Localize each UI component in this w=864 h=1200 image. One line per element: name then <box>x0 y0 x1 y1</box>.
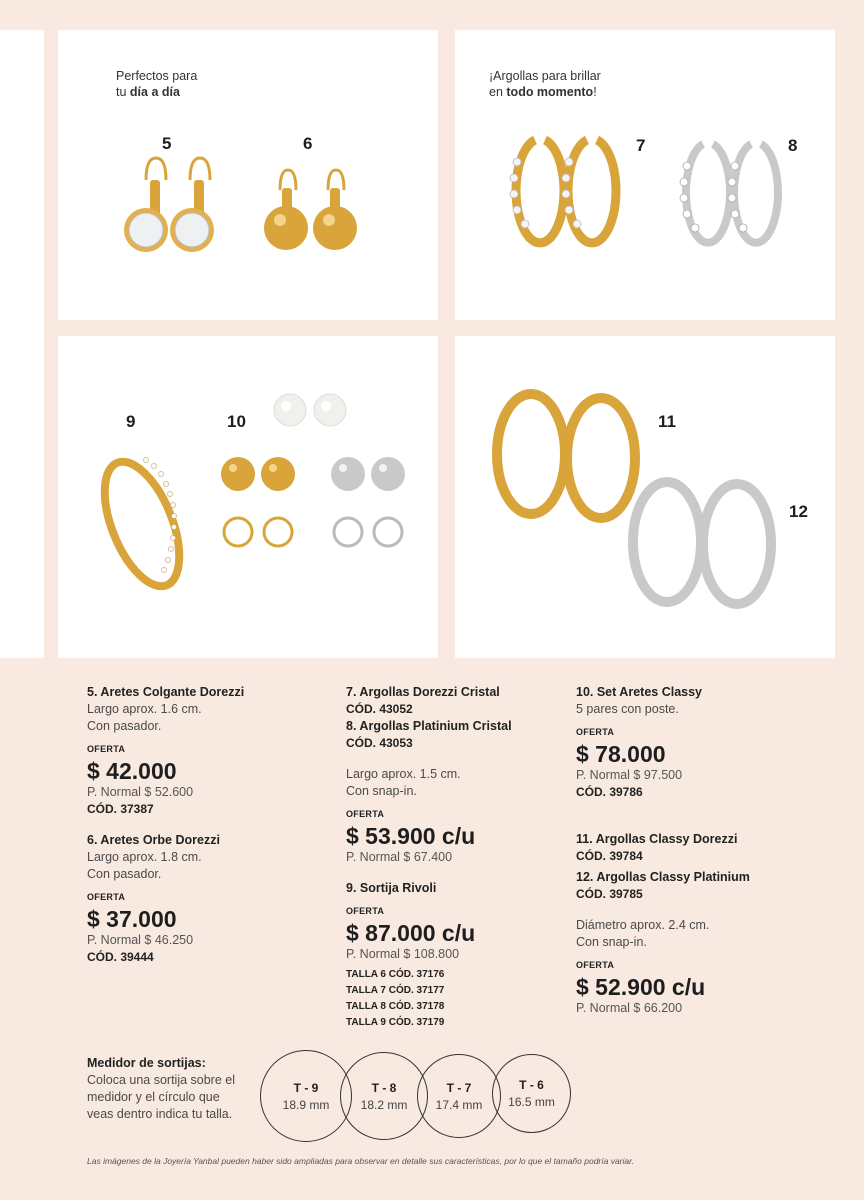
product-code-5: CÓD. 37387 <box>87 802 154 816</box>
ring-size-circle-t7 <box>417 1054 501 1138</box>
product-code-11: CÓD. 39784 <box>576 849 643 863</box>
crystal-drop-earrings-image <box>118 140 228 260</box>
offer-price-9: $ 87.000 c/u <box>346 920 476 946</box>
adjacent-page-strip <box>0 30 44 658</box>
tagline-line-2: en <box>489 85 507 99</box>
product-name-7: 7. Argollas Dorezzi Cristal <box>346 685 500 699</box>
normal-price-10: P. Normal $ 97.500 <box>576 768 683 782</box>
product-name-6: 6. Aretes Orbe Dorezzi <box>87 833 220 847</box>
product-desc-5-length: Largo aprox. 1.6 cm. <box>87 702 202 716</box>
ring-size-label: T - 7 <box>446 1080 472 1095</box>
tagline <box>116 68 197 100</box>
normal-price-6: P. Normal $ 46.250 <box>87 933 194 947</box>
product-code-8: CÓD. 43053 <box>346 736 413 750</box>
tagline-emphasis: día a día <box>129 85 180 99</box>
ring-size-label: T - 6 <box>519 1078 544 1092</box>
product-number-5: 5 <box>162 134 172 153</box>
normal-price-7-8: P. Normal $ 67.400 <box>346 850 453 864</box>
ring-size-code: TALLA 7 CÓD. 37177 <box>346 985 445 996</box>
gold-crystal-hoops-image <box>495 122 625 252</box>
product-name-5: 5. Aretes Colgante Dorezzi <box>87 685 245 699</box>
tagline-line-2: tu <box>116 85 130 99</box>
product-number-6: 6 <box>303 134 313 153</box>
product-number-9: 9 <box>126 412 136 431</box>
product-number-11: 11 <box>658 412 676 431</box>
product-desc-5-closure: Con pasador. <box>87 719 162 733</box>
offer-price-7-8: $ 53.900 c/u <box>346 823 476 849</box>
offer-label: OFERTA <box>346 809 385 819</box>
ring-size-mm: 18.2 mm <box>360 1097 408 1112</box>
offer-label: OFERTA <box>87 744 126 754</box>
tagline-emphasis: todo momento <box>506 85 594 99</box>
ring-size-code: TALLA 6 CÓD. 37176 <box>346 969 445 980</box>
product-number-10: 10 <box>227 412 246 431</box>
ring-size-label: T - 9 <box>293 1080 319 1095</box>
product-number-7: 7 <box>636 136 646 155</box>
disclaimer-footnote: Las imágenes de la Joyería Yanbal pueden haber sido ampliadas para observar en detalle sus características, por lo que el tamaño podría variar. <box>87 1156 635 1166</box>
product-name-10: 10. Set Aretes Classy <box>576 685 703 699</box>
ring-size-label: T - 8 <box>371 1080 397 1095</box>
offer-price-6: $ 37.000 <box>87 906 177 932</box>
product-name-12: 12. Argollas Classy Platinium <box>576 870 750 884</box>
product-name-9: 9. Sortija Rivoli <box>346 881 437 895</box>
panel-earrings-5-6 <box>58 30 438 320</box>
product-name-8: 8. Argollas Platinium Cristal <box>346 719 512 733</box>
ring-size-code: TALLA 8 CÓD. 37178 <box>346 1001 445 1012</box>
tagline <box>489 68 601 100</box>
product-name-11: 11. Argollas Classy Dorezzi <box>576 832 738 846</box>
ring-size-code: TALLA 9 CÓD. 37179 <box>346 1017 445 1028</box>
silver-crystal-hoops-image <box>667 130 787 260</box>
gold-ball-earrings-image <box>258 150 368 260</box>
product-info-column-1 <box>87 684 327 966</box>
tagline-line-1: ¡Argollas para brillar <box>489 69 601 83</box>
tagline-end: ! <box>593 85 597 99</box>
product-code-6: CÓD. 39444 <box>87 950 154 964</box>
normal-price-9: P. Normal $ 108.800 <box>346 947 460 961</box>
offer-price-11-12: $ 52.900 c/u <box>576 974 706 1000</box>
ring-measurer-instructions: Coloca una sortija sobre el medidor y el círculo que veas dentro indica tu talla. <box>87 1073 235 1121</box>
product-desc-11-12-closure: Con snap-in. <box>576 935 647 949</box>
silver-classy-hoops-image <box>627 470 787 610</box>
ring-size-circle-t6 <box>492 1054 571 1133</box>
product-desc-10: 5 pares con poste. <box>576 702 679 716</box>
product-number-8: 8 <box>788 136 798 155</box>
ring-size-mm: 17.4 mm <box>435 1097 483 1112</box>
product-desc-7-8-closure: Con snap-in. <box>346 784 417 798</box>
product-info-column-3 <box>576 684 816 1017</box>
product-desc-6-length: Largo aprox. 1.8 cm. <box>87 850 202 864</box>
product-code-10: CÓD. 39786 <box>576 785 643 799</box>
ring-size-circle-t8 <box>340 1052 428 1140</box>
offer-price-5: $ 42.000 <box>87 758 177 784</box>
panel-ring-9-set-10 <box>58 336 438 658</box>
classy-earring-set-image <box>208 388 428 558</box>
offer-label: OFERTA <box>576 960 615 970</box>
ring-size-mm: 18.9 mm <box>282 1097 330 1112</box>
rivoli-ring-image <box>94 452 194 602</box>
panel-hoops-7-8 <box>455 30 835 320</box>
normal-price-5: P. Normal $ 52.600 <box>87 785 194 799</box>
ring-size-circle-t9 <box>260 1050 352 1142</box>
normal-price-11-12: P. Normal $ 66.200 <box>576 1001 683 1015</box>
product-desc-6-closure: Con pasador. <box>87 867 162 881</box>
tagline-line-1: Perfectos para <box>116 69 198 83</box>
product-number-12: 12 <box>789 502 808 521</box>
offer-label: OFERTA <box>576 727 615 737</box>
offer-price-10: $ 78.000 <box>576 741 666 767</box>
ring-measurer-title: Medidor de sortijas: <box>87 1056 206 1070</box>
product-desc-7-8-length: Largo aprox. 1.5 cm. <box>346 767 461 781</box>
panel-hoops-11-12 <box>455 336 835 658</box>
offer-label: OFERTA <box>87 892 126 902</box>
product-code-12: CÓD. 39785 <box>576 887 643 901</box>
product-code-7: CÓD. 43052 <box>346 702 413 716</box>
product-info-column-2 <box>346 684 576 1031</box>
offer-label: OFERTA <box>346 906 385 916</box>
product-desc-11-12-diameter: Diámetro aprox. 2.4 cm. <box>576 918 710 932</box>
ring-size-mm: 16.5 mm <box>508 1095 555 1109</box>
